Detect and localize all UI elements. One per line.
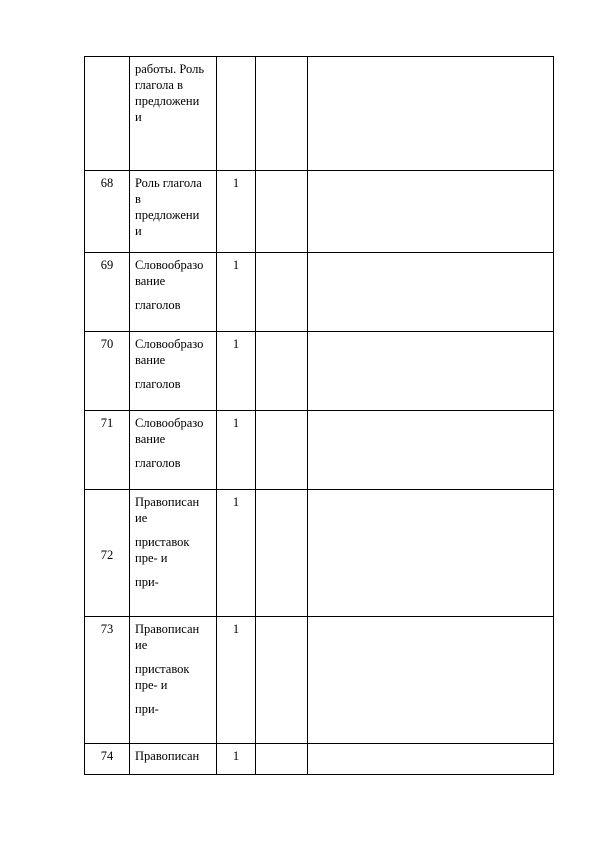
- hours-cell: 1: [217, 617, 256, 744]
- notes-cell: [308, 490, 554, 617]
- notes-cell: [308, 411, 554, 490]
- topic-line: пре- и: [135, 551, 168, 565]
- table-row: [85, 171, 554, 253]
- hours-cell: 1: [217, 744, 256, 775]
- topic-line: Правописан: [135, 749, 200, 763]
- line-gap: [135, 368, 213, 376]
- line-gap: [135, 526, 213, 534]
- table-row: [85, 332, 554, 411]
- lesson-number-cell: 70: [85, 332, 130, 411]
- date-cell: [256, 411, 308, 490]
- topic-line: при-: [135, 702, 159, 716]
- line-gap: [135, 447, 213, 455]
- topic-line: ие: [135, 638, 148, 652]
- lesson-topic-cell: [130, 332, 217, 411]
- topic-line: Словообразо: [135, 416, 204, 430]
- hours-cell: 1: [217, 253, 256, 332]
- lesson-topic-cell: [130, 57, 217, 171]
- topic-line: приставок: [135, 535, 190, 549]
- topic-line: и: [135, 110, 142, 124]
- table-row: [85, 617, 554, 744]
- date-cell: [256, 171, 308, 253]
- topic-line: глагола в: [135, 78, 183, 92]
- topic-line: Словообразо: [135, 337, 204, 351]
- notes-cell: [308, 253, 554, 332]
- date-cell: [256, 744, 308, 775]
- lesson-topic-cell: [130, 744, 217, 775]
- topic-line: работы. Роль: [135, 62, 205, 76]
- topic-line: глаголов: [135, 298, 181, 312]
- lesson-number-cell: [85, 57, 130, 171]
- topic-line: и: [135, 224, 142, 238]
- hours-cell: [217, 57, 256, 171]
- lesson-topic-cell: [130, 617, 217, 744]
- date-cell: [256, 490, 308, 617]
- lesson-number-cell: 69: [85, 253, 130, 332]
- notes-cell: [308, 744, 554, 775]
- lesson-topic-cell: [130, 253, 217, 332]
- notes-cell: [308, 57, 554, 171]
- topic-line: Правописан: [135, 622, 200, 636]
- lesson-topic-cell: [130, 411, 217, 490]
- lesson-topic-cell: [130, 490, 217, 617]
- topic-line: при-: [135, 575, 159, 589]
- lesson-number-cell: 72: [85, 490, 130, 617]
- topic-line: приставок: [135, 662, 190, 676]
- notes-cell: [308, 332, 554, 411]
- notes-cell: [308, 617, 554, 744]
- topic-line: ие: [135, 511, 148, 525]
- notes-cell: [308, 171, 554, 253]
- topic-line: Словообразо: [135, 258, 204, 272]
- date-cell: [256, 332, 308, 411]
- lesson-number-cell: 71: [85, 411, 130, 490]
- topic-line: предложени: [135, 94, 200, 108]
- lesson-topic-cell: [130, 171, 217, 253]
- hours-cell: 1: [217, 411, 256, 490]
- table-row: [85, 57, 554, 171]
- topic-line: Роль глагола: [135, 176, 202, 190]
- topic-line: глаголов: [135, 377, 181, 391]
- line-gap: [135, 566, 213, 574]
- date-cell: [256, 617, 308, 744]
- topic-line: вание: [135, 432, 166, 446]
- table-row: [85, 411, 554, 490]
- lesson-number-cell: 73: [85, 617, 130, 744]
- line-gap: [135, 289, 213, 297]
- topic-line: предложени: [135, 208, 200, 222]
- date-cell: [256, 57, 308, 171]
- hours-cell: 1: [217, 490, 256, 617]
- table-row: [85, 490, 554, 617]
- topic-line: глаголов: [135, 456, 181, 470]
- topic-line: Правописан: [135, 495, 200, 509]
- topic-line: вание: [135, 353, 166, 367]
- topic-line: в: [135, 192, 141, 206]
- lesson-number-cell: 74: [85, 744, 130, 775]
- line-gap: [135, 693, 213, 701]
- hours-cell: 1: [217, 171, 256, 253]
- date-cell: [256, 253, 308, 332]
- hours-cell: 1: [217, 332, 256, 411]
- table-row: [85, 744, 554, 775]
- table-row: [85, 253, 554, 332]
- lesson-number-cell: 68: [85, 171, 130, 253]
- lesson-plan-table: [84, 56, 554, 775]
- topic-line: вание: [135, 274, 166, 288]
- topic-line: пре- и: [135, 678, 168, 692]
- line-gap: [135, 653, 213, 661]
